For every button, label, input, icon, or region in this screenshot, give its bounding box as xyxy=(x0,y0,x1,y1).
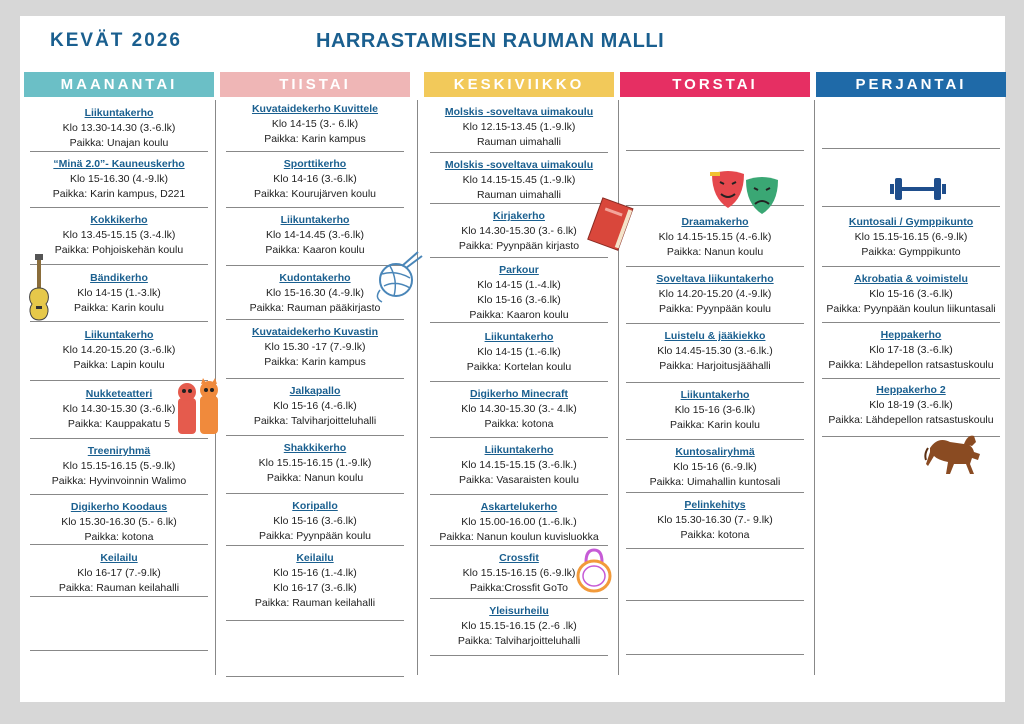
activity-time: Klo 15.15-16.15 (2.-6 .lk) xyxy=(461,620,577,632)
activity-title-link[interactable]: Liikuntakerho xyxy=(484,331,554,343)
activity-title-link[interactable]: Keilailu xyxy=(296,552,334,564)
puppet-icon xyxy=(176,378,222,436)
activity-title-link[interactable]: Koripallo xyxy=(292,500,338,512)
activity-title-link[interactable]: Treeniryhmä xyxy=(87,445,151,457)
row-divider xyxy=(30,438,208,439)
activity-place: Paikka: Pyynpään koulu xyxy=(658,303,772,315)
activity-title-link[interactable]: Liikuntakerho xyxy=(84,107,154,119)
activity-place: Paikka: Pohjoiskehän koulu xyxy=(54,244,184,256)
activity-entry xyxy=(424,330,614,375)
activity-entry xyxy=(24,551,214,596)
day-header-friday: PERJANTAI xyxy=(816,72,1006,97)
activity-place: Paikka: kotona xyxy=(680,529,750,541)
activity-time: Klo 13.30-14.30 (3.-6.lk) xyxy=(62,122,176,134)
activity-place: Paikka: Talviharjoitteluhalli xyxy=(253,415,377,427)
column-divider xyxy=(814,100,815,675)
activity-place: Paikka: Kauppakatu 5 xyxy=(67,418,171,430)
activity-title-link[interactable]: Digikerho Minecraft xyxy=(469,388,569,400)
activity-title-link[interactable]: Kokkikerho xyxy=(90,214,148,226)
activity-title-link[interactable]: Heppakerho xyxy=(880,329,942,341)
activity-entry xyxy=(220,551,410,611)
activity-place: Paikka: Unajan koulu xyxy=(69,137,169,149)
activity-title-link[interactable]: Shakkikerho xyxy=(283,442,347,454)
activity-place: Paikka: Harjoitusjäähalli xyxy=(659,360,771,372)
row-divider xyxy=(430,655,608,656)
day-header-wednesday: KESKIVIIKKO xyxy=(424,72,614,97)
row-divider xyxy=(226,151,404,152)
activity-time: Klo 15-16 (4.-6.lk) xyxy=(273,400,357,412)
activity-place: Paikka: Nanun koulu xyxy=(666,246,764,258)
row-divider xyxy=(430,545,608,546)
activity-entry xyxy=(816,328,1006,373)
column-friday xyxy=(816,72,1006,97)
activity-time: Klo 15.15-16.15 (6.-9.lk) xyxy=(462,567,576,579)
activity-entry xyxy=(816,215,1006,260)
activity-title-link[interactable]: “Minä 2.0”- Kauneuskerho xyxy=(53,158,185,170)
activity-place: Paikka: Kourujärven koulu xyxy=(254,188,376,200)
activity-place: Paikka: Nanun koulu xyxy=(266,472,364,484)
day-header-monday: MAANANTAI xyxy=(24,72,214,97)
theater-masks-icon xyxy=(708,168,784,218)
activity-place: Paikka: Nanun koulun kuvisluokka xyxy=(439,531,599,543)
row-divider xyxy=(430,257,608,258)
activity-entry xyxy=(220,325,410,370)
activity-place: Paikka: Kaaron koulu xyxy=(469,309,569,321)
row-divider xyxy=(430,437,608,438)
activity-place: Paikka: Lapin koulu xyxy=(73,359,165,371)
row-divider xyxy=(30,321,208,322)
activity-entry xyxy=(220,157,410,202)
activity-entry xyxy=(424,604,614,649)
row-divider xyxy=(30,650,208,651)
activity-time: Klo 15.30 -17 (7.-9.lk) xyxy=(264,341,366,353)
column-wednesday xyxy=(424,72,614,97)
activity-time: Klo 14-15 (3.- 6.lk) xyxy=(271,118,359,130)
activity-title-link[interactable]: Kuntosaliryhmä xyxy=(675,446,755,458)
activity-time: Klo 14.15-15.45 (1.-9.lk) xyxy=(462,174,576,186)
activity-time: Klo 15-16 (3.-6.lk) xyxy=(477,294,561,306)
activity-title-link[interactable]: Nukketeatteri xyxy=(85,388,153,400)
activity-place: Paikka: Vasaraisten koulu xyxy=(458,474,580,486)
activity-entry xyxy=(24,500,214,545)
activity-place: Paikka: Karin kampus, D221 xyxy=(52,188,186,200)
activity-place: Paikka: Pyynpään koulu xyxy=(258,530,372,542)
activity-title-link[interactable]: Akrobatia & voimistelu xyxy=(854,273,968,285)
day-header-thursday: TORSTAI xyxy=(620,72,810,97)
activity-entry xyxy=(424,443,614,488)
activity-title-link[interactable]: Parkour xyxy=(499,264,539,276)
activity-time: Klo 18-19 (3.-6.lk) xyxy=(869,399,953,411)
activity-place: Paikka: Pyynpään kirjasto xyxy=(458,240,580,252)
dumbbell-icon xyxy=(890,176,946,202)
row-divider xyxy=(822,206,1000,207)
activity-title-link[interactable]: Digikerho Koodaus xyxy=(70,501,168,513)
activity-place: Paikka: kotona xyxy=(84,531,154,543)
row-divider xyxy=(626,492,804,493)
guitar-icon xyxy=(26,254,52,322)
activity-entry xyxy=(424,387,614,432)
activity-title-link[interactable]: Liikuntakerho xyxy=(484,444,554,456)
activity-time: Klo 14.20-15.20 (4.-9.lk) xyxy=(658,288,772,300)
activity-entry xyxy=(424,105,614,150)
activity-place: Paikka: Karin kampus xyxy=(264,133,366,145)
row-divider xyxy=(430,381,608,382)
activity-entry xyxy=(424,263,614,323)
activity-place: Paikka: Karin koulu xyxy=(670,419,760,431)
column-monday xyxy=(24,72,214,97)
activity-place: Paikka:Crossfit GoTo xyxy=(469,582,569,594)
activity-time: Klo 15.15-16.15 (1.-9.lk) xyxy=(258,457,372,469)
activity-title-link[interactable]: Draamakerho xyxy=(681,216,749,228)
activity-place: Paikka: Lähdepellon ratsastuskoulu xyxy=(828,414,994,426)
activity-entry xyxy=(24,213,214,258)
row-divider xyxy=(430,494,608,495)
activity-entry xyxy=(220,102,410,147)
activity-place: Paikka: Karin kampus xyxy=(264,356,366,368)
row-divider xyxy=(430,203,608,204)
activity-place: Paikka: Uimahallin kuntosali xyxy=(649,476,781,488)
row-divider xyxy=(226,493,404,494)
row-divider xyxy=(226,378,404,379)
day-header-tuesday: TIISTAI xyxy=(220,72,410,97)
activity-time: Klo 15-16 (3.-6.lk) xyxy=(869,288,953,300)
yarn-icon xyxy=(372,250,426,304)
activity-title-link[interactable]: Kudontakerho xyxy=(279,272,351,284)
activity-title-link[interactable]: Luistelu & jääkiekko xyxy=(664,330,766,342)
row-divider xyxy=(30,264,208,265)
activity-entry xyxy=(24,106,214,151)
activity-entry xyxy=(620,445,810,490)
activity-time: Klo 14.45-15.30 (3.-6.lk.) xyxy=(657,345,773,357)
activity-place: Paikka: Rauman keilahalli xyxy=(58,582,180,594)
season-label: KEVÄT 2026 xyxy=(50,30,182,51)
activity-title-link[interactable]: Kuvataidekerho Kuvastin xyxy=(251,326,379,338)
activity-time: Klo 16-17 (3.-6.lk) xyxy=(273,582,357,594)
activity-place: Paikka: kotona xyxy=(484,418,554,430)
activity-time: Klo 15-16 (3-6.lk) xyxy=(674,404,756,416)
row-divider xyxy=(626,382,804,383)
activity-place: Paikka: Kaaron koulu xyxy=(265,244,365,256)
activity-title-link[interactable]: Kuntosali / Gymppikunto xyxy=(848,216,974,228)
row-divider xyxy=(30,596,208,597)
activity-entry xyxy=(620,272,810,317)
activity-place: Rauman uimahalli xyxy=(476,136,562,148)
activity-title-link[interactable]: Kirjakerho xyxy=(493,210,545,222)
book-icon xyxy=(584,196,636,254)
row-divider xyxy=(30,151,208,152)
activity-place: Paikka: Rauman keilahalli xyxy=(254,597,376,609)
activity-place: Paikka: Rauman pääkirjasto xyxy=(249,302,381,314)
activity-time: Klo 15-16 (3.-6.lk) xyxy=(273,515,357,527)
activity-title-link[interactable]: Soveltava liikuntakerho xyxy=(656,273,774,285)
activity-time: Klo 14-14.45 (3.-6.lk) xyxy=(265,229,365,241)
row-divider xyxy=(430,152,608,153)
activity-entry xyxy=(24,271,214,316)
row-divider xyxy=(822,322,1000,323)
column-divider xyxy=(618,100,619,675)
activity-entry xyxy=(816,272,1006,317)
activity-place: Paikka: Pyynpään koulun liikuntasali xyxy=(826,303,996,315)
activity-title-link[interactable]: Sporttikerho xyxy=(283,158,347,170)
activity-time: Klo 14.20-15.20 (3.-6.lk) xyxy=(62,344,176,356)
activity-place: Paikka: Gymppikunto xyxy=(861,246,961,258)
row-divider xyxy=(30,494,208,495)
activity-time: Klo 14.30-15.30 (3.- 4.lk) xyxy=(461,403,577,415)
column-tuesday xyxy=(220,72,410,97)
activity-title-link[interactable]: Crossfit xyxy=(499,552,539,564)
activity-title-link[interactable]: Bändikerho xyxy=(90,272,148,284)
activity-time: Klo 14-15 (1.-6.lk) xyxy=(477,346,561,358)
row-divider xyxy=(226,620,404,621)
activity-time: Klo 15.15-16.15 (6.-9.lk) xyxy=(854,231,968,243)
row-divider xyxy=(626,150,804,151)
activity-time: Klo 17-18 (3.-6.lk) xyxy=(869,344,953,356)
activity-place: Paikka: Talviharjoitteluhalli xyxy=(457,635,581,647)
row-divider xyxy=(822,148,1000,149)
activity-time: Klo 14.30-15.30 (3.-6.lk) xyxy=(62,403,176,415)
activity-entry xyxy=(816,383,1006,428)
activity-place: Paikka: Lähdepellon ratsastuskoulu xyxy=(828,359,994,371)
activity-title-link[interactable]: Askartelukerho xyxy=(480,501,558,513)
activity-entry xyxy=(620,329,810,374)
activity-place: Paikka: Karin koulu xyxy=(74,302,164,314)
activity-place: Paikka: Hyvinvoinnin Walimo xyxy=(51,475,187,487)
activity-time: Klo 15.30-16.30 (5.- 6.lk) xyxy=(61,516,177,528)
activity-time: Klo 13.45-15.15 (3.-4.lk) xyxy=(62,229,176,241)
row-divider xyxy=(626,323,804,324)
row-divider xyxy=(226,319,404,320)
row-divider xyxy=(822,378,1000,379)
row-divider xyxy=(226,207,404,208)
activity-title-link[interactable]: Liikuntakerho xyxy=(280,214,350,226)
row-divider xyxy=(626,439,804,440)
activity-entry xyxy=(24,328,214,373)
row-divider xyxy=(822,266,1000,267)
activity-time: Klo 16-17 (7.-9.lk) xyxy=(77,567,161,579)
activity-entry xyxy=(220,441,410,486)
row-divider xyxy=(626,266,804,267)
activity-title-link[interactable]: Yleisurheilu xyxy=(489,605,549,617)
row-divider xyxy=(430,598,608,599)
activity-time: Klo 15.00-16.00 (1.-6.lk.) xyxy=(461,516,577,528)
page-title: HARRASTAMISEN RAUMAN MALLI xyxy=(316,30,665,52)
activity-time: Klo 15-16 (1.-4.lk) xyxy=(273,567,357,579)
horse-icon xyxy=(924,430,984,476)
activity-entry xyxy=(620,215,810,260)
activity-entry xyxy=(424,500,614,545)
activity-title-link[interactable]: Liikuntakerho xyxy=(680,389,750,401)
row-divider xyxy=(226,676,404,677)
activity-entry xyxy=(220,384,410,429)
activity-time: Klo 15-16 (6.-9.lk) xyxy=(673,461,757,473)
row-divider xyxy=(30,207,208,208)
row-divider xyxy=(226,545,404,546)
activity-entry xyxy=(620,498,810,543)
activity-title-link[interactable]: Molskis -soveltava uimakoulu xyxy=(444,106,594,118)
activity-place: Paikka: Kortelan koulu xyxy=(466,361,572,373)
activity-title-link[interactable]: Jalkapallo xyxy=(289,385,341,397)
kettlebell-icon xyxy=(574,548,614,594)
activity-time: Klo 15.15-16.15 (5.-9.lk) xyxy=(62,460,176,472)
row-divider xyxy=(226,435,404,436)
row-divider xyxy=(626,654,804,655)
activity-entry xyxy=(24,444,214,489)
activity-title-link[interactable]: Heppakerho 2 xyxy=(876,384,946,396)
activity-time: Klo 14-15 (1.-3.lk) xyxy=(77,287,161,299)
activity-time: Klo 15-16.30 (4.-9.lk) xyxy=(69,173,169,185)
activity-time: Klo 12.15-13.45 (1.-9.lk) xyxy=(462,121,576,133)
activity-entry xyxy=(24,157,214,202)
row-divider xyxy=(626,548,804,549)
activity-entry xyxy=(620,388,810,433)
activity-place: Rauman uimahalli xyxy=(476,189,562,201)
activity-time: Klo 14.30-15.30 (3.- 6.lk) xyxy=(461,225,577,237)
activity-time: Klo 14.15-15.15 (3.-6.lk.) xyxy=(461,459,577,471)
activity-title-link[interactable]: Pelinkehitys xyxy=(684,499,746,511)
activity-title-link[interactable]: Kuvataidekerho Kuvittele xyxy=(251,103,379,115)
column-thursday xyxy=(620,72,810,97)
row-divider xyxy=(626,600,804,601)
activity-time: Klo 15-16.30 (4.-9.lk) xyxy=(265,287,365,299)
column-divider xyxy=(417,100,418,675)
activity-title-link[interactable]: Liikuntakerho xyxy=(84,329,154,341)
activity-time: Klo 14-15 (1.-4.lk) xyxy=(477,279,561,291)
activity-time: Klo 15.30-16.30 (7.- 9.lk) xyxy=(657,514,773,526)
activity-title-link[interactable]: Molskis -soveltava uimakoulu xyxy=(444,159,594,171)
activity-time: Klo 14-16 (3.-6.lk) xyxy=(273,173,357,185)
activity-entry xyxy=(220,499,410,544)
activity-title-link[interactable]: Keilailu xyxy=(100,552,138,564)
activity-time: Klo 14.15-15.15 (4.-6.lk) xyxy=(658,231,772,243)
